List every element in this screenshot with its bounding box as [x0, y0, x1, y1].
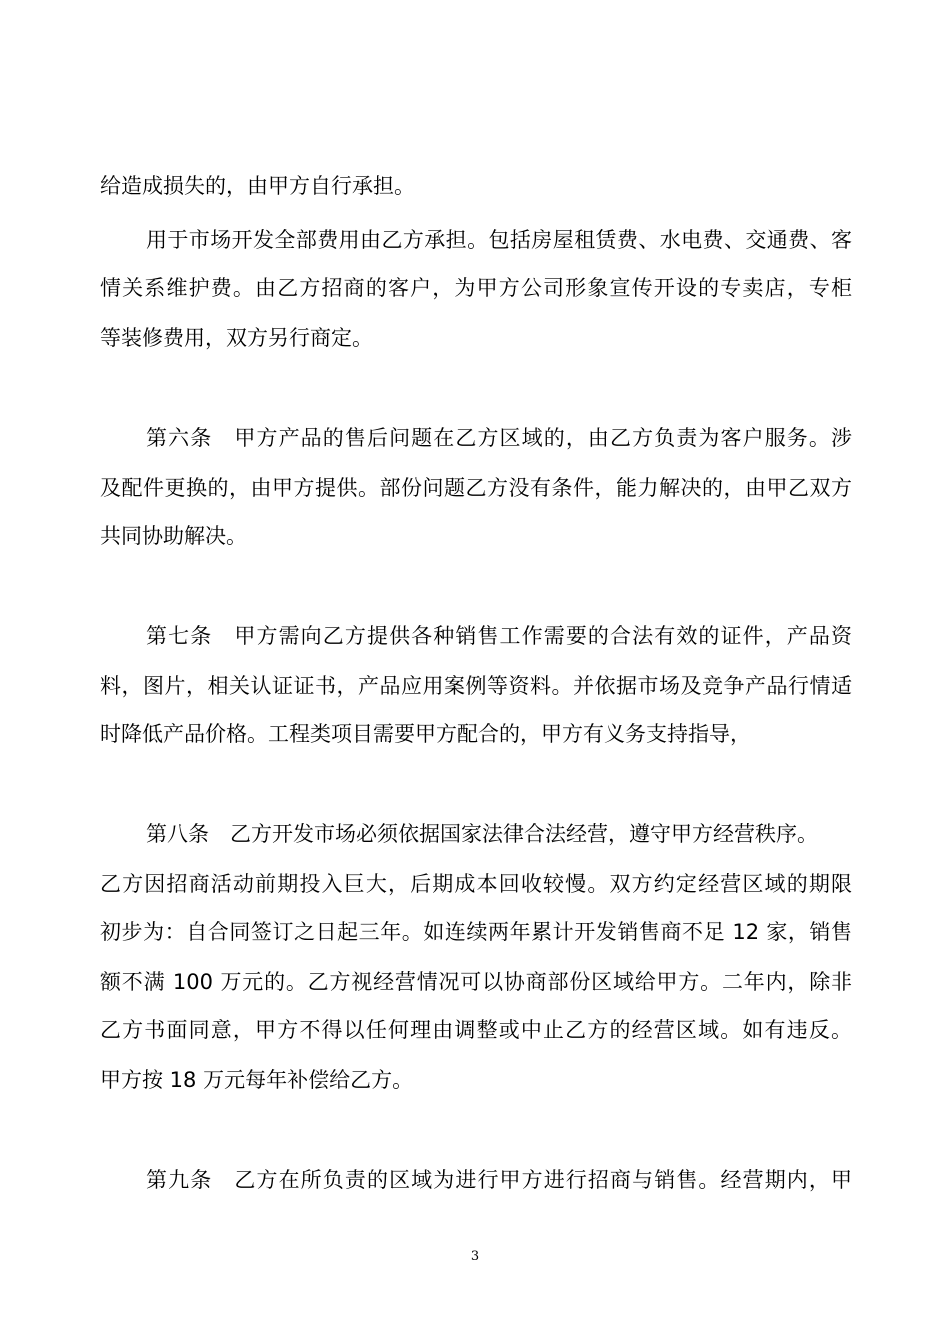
text-line: 第九条 乙方在所负责的区域为进行甲方进行招商与销售。经营期内，甲 [146, 1168, 852, 1192]
text-line: 乙方书面同意，甲方不得以任何理由调整或中止乙方的经营区域。如有违反。 [100, 1018, 852, 1042]
text-line: 给造成损失的，由甲方自行承担。 [100, 174, 415, 198]
text-line: 第八条 乙方开发市场必须依据国家法律合法经营，遵守甲方经营秩序。 [146, 822, 818, 846]
text-line: 料，图片，相关认证证书，产品应用案例等资料。并依据市场及竞争产品行情适 [100, 674, 852, 698]
text-line: 时降低产品价格。工程类项目需要甲方配合的，甲方有义务支持指导， [100, 722, 751, 746]
page-number: 3 [470, 1249, 480, 1264]
text-line: 乙方因招商活动前期投入巨大，后期成本回收较慢。双方约定经营区域的期限 [100, 872, 852, 896]
text-line: 用于市场开发全部费用由乙方承担。包括房屋租赁费、水电费、交通费、客 [146, 228, 852, 252]
text-line: 甲方按 18 万元每年补偿给乙方。 [100, 1068, 414, 1092]
text-line: 共同协助解决。 [100, 524, 247, 548]
text-line: 情关系维护费。由乙方招商的客户，为甲方公司形象宣传开设的专卖店，专柜 [100, 276, 852, 300]
text-line: 额不满 100 万元的。乙方视经营情况可以协商部份区域给甲方。二年内，除非 [100, 970, 852, 994]
text-line: 第六条 甲方产品的售后问题在乙方区域的，由乙方负责为客户服务。涉 [146, 426, 852, 450]
text-line: 初步为：自合同签订之日起三年。如连续两年累计开发销售商不足 12 家，销售 [100, 920, 852, 944]
text-line: 及配件更换的，由甲方提供。部份问题乙方没有条件，能力解决的，由甲乙双方 [100, 476, 852, 500]
text-line: 第七条 甲方需向乙方提供各种销售工作需要的合法有效的证件，产品资 [146, 624, 852, 648]
text-line: 等装修费用，双方另行商定。 [100, 326, 373, 350]
